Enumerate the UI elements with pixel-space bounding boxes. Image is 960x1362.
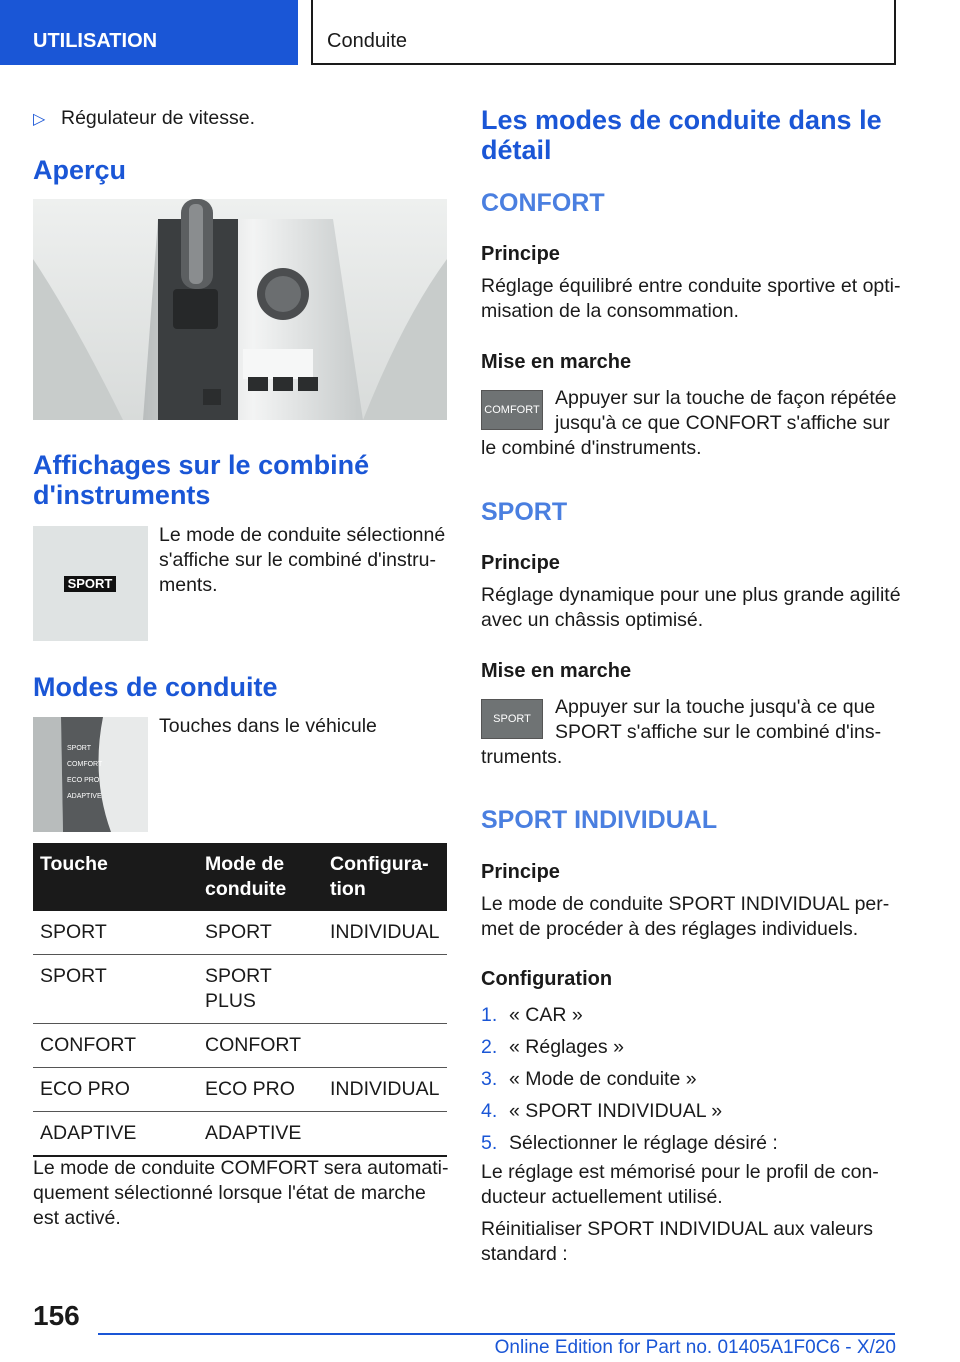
footer-divider xyxy=(98,1333,895,1335)
sport-principle-line: Réglage dynamique pour une plus grande agilité xyxy=(481,584,901,606)
sport-activation-line: truments. xyxy=(481,746,563,768)
display-text-line: Le mode de conduite sélectionné xyxy=(159,524,446,546)
config-steps xyxy=(481,999,901,1159)
sport-principle-label: Principe xyxy=(481,552,560,574)
table-cell: SPORT xyxy=(33,955,198,1024)
chapter-tab: Conduite xyxy=(311,0,896,65)
display-text-line: ments. xyxy=(159,574,218,596)
sport-heading: SPORT xyxy=(481,498,568,526)
page-number: 156 xyxy=(33,1300,80,1331)
table-cell: ECO PRO xyxy=(33,1068,198,1112)
header-line: Configura- xyxy=(330,853,429,875)
saved-line: Le réglage est mémorisé pour le profil de con- xyxy=(481,1161,879,1183)
section-tab: UTILISATION xyxy=(0,0,298,65)
detail-heading-line: détail xyxy=(481,135,552,165)
saved-line: ducteur actuellement utilisé. xyxy=(481,1186,723,1208)
confort-activation-line: le combiné d'instruments. xyxy=(481,437,702,459)
list-item xyxy=(481,999,901,1031)
bullet-item xyxy=(33,106,447,132)
modes-table xyxy=(33,843,447,1157)
list-item xyxy=(481,1127,901,1159)
confort-activation-line: Appuyer sur la touche de façon répétée xyxy=(555,387,897,409)
display-description xyxy=(159,523,449,598)
sport-display-image xyxy=(33,526,148,641)
table-cell: ADAPTIVE xyxy=(33,1112,198,1157)
step-text: « CAR » xyxy=(509,1004,583,1026)
mode-button-label: COMFORT xyxy=(67,761,103,768)
bullet-marker: ▷ xyxy=(33,111,46,128)
note-line: quement sélectionné lorsque l'état de marche xyxy=(33,1182,426,1204)
table-cell: INDIVIDUAL xyxy=(323,1068,447,1112)
table-cell: ADAPTIVE xyxy=(198,1112,323,1157)
individual-principle-line: Le mode de conduite SPORT INDIVIDUAL per- xyxy=(481,893,890,915)
table-cell: CONFORT xyxy=(198,1024,323,1068)
reset-line: standard : xyxy=(481,1243,568,1265)
sport-activation-line: Appuyer sur la touche jusqu'à ce que xyxy=(555,696,876,718)
individual-principle-text xyxy=(481,892,901,942)
individual-heading: SPORT INDIVIDUAL xyxy=(481,806,718,834)
cell-line: SPORT xyxy=(205,965,272,987)
table-cell: CONFORT xyxy=(33,1024,198,1068)
sport-activation-text xyxy=(555,695,900,745)
table-row xyxy=(33,1112,447,1157)
confort-activation-line: jusqu'à ce que CONFORT s'affiche sur xyxy=(555,412,890,434)
step-number: 4. xyxy=(481,1100,498,1122)
note-line: est activé. xyxy=(33,1207,121,1229)
confort-activation-text xyxy=(555,386,900,436)
sport-principle-text xyxy=(481,583,901,633)
individual-principle-label: Principe xyxy=(481,861,560,883)
gear-selector-illustration xyxy=(33,199,447,420)
mode-button-list xyxy=(67,741,102,805)
list-item xyxy=(481,1095,901,1127)
step-number: 1. xyxy=(481,1004,498,1026)
reset-line: Réinitialiser SPORT INDIVIDUAL aux valeurs xyxy=(481,1218,873,1240)
confort-heading: CONFORT xyxy=(481,189,605,217)
reset-note xyxy=(481,1217,901,1267)
list-item xyxy=(481,1031,901,1063)
individual-principle-line: met de procéder à des réglages individuels. xyxy=(481,918,859,940)
step-text: « Réglages » xyxy=(509,1036,624,1058)
list-item xyxy=(481,1063,901,1095)
note-line: Le mode de conduite COMFORT sera automati- xyxy=(33,1157,449,1179)
display-heading-line: d'instruments xyxy=(33,480,211,510)
table-header-cell xyxy=(198,843,323,911)
sport-display-label: SPORT xyxy=(64,576,116,592)
confort-activation-label: Mise en marche xyxy=(481,351,632,373)
sport-principle-line: avec un châssis optimisé. xyxy=(481,609,704,631)
gear-selector-photo xyxy=(33,199,447,420)
table-cell xyxy=(198,955,323,1024)
table-cell: ECO PRO xyxy=(198,1068,323,1112)
overview-heading: Aperçu xyxy=(33,155,127,185)
header-line: tion xyxy=(330,878,366,900)
table-header-cell xyxy=(323,843,447,911)
display-heading-line: Affichages sur le combiné xyxy=(33,450,370,480)
step-number: 3. xyxy=(481,1068,498,1090)
step-text: Sélectionner le réglage désiré : xyxy=(509,1132,778,1154)
table-cell xyxy=(323,955,447,1024)
modes-text: Touches dans le véhicule xyxy=(159,715,377,737)
bullet-text: Régulateur de vitesse. xyxy=(61,107,256,129)
table-cell xyxy=(323,1112,447,1157)
step-number: 2. xyxy=(481,1036,498,1058)
confort-principle-line: misation de la consommation. xyxy=(481,300,739,322)
table-row xyxy=(33,911,447,955)
config-label: Configuration xyxy=(481,968,613,990)
table-row xyxy=(33,955,447,1024)
confort-button-image: COMFORT xyxy=(481,390,543,430)
step-text: « Mode de conduite » xyxy=(509,1068,697,1090)
table-cell: INDIVIDUAL xyxy=(323,911,447,955)
mode-button-label: ECO PRO xyxy=(67,777,100,784)
mode-button-label: ADAPTIVE xyxy=(67,793,102,800)
step-text: « SPORT INDIVIDUAL » xyxy=(509,1100,723,1122)
table-row xyxy=(33,1068,447,1112)
table-cell: SPORT xyxy=(198,911,323,955)
mode-button-label: SPORT xyxy=(67,745,91,752)
confort-principle-text xyxy=(481,274,901,324)
display-text-line: s'affiche sur le combiné d'instru- xyxy=(159,549,436,571)
table-cell xyxy=(323,1024,447,1068)
confort-principle-line: Réglage équilibré entre conduite sportive et opti- xyxy=(481,275,901,297)
sport-button-image: SPORT xyxy=(481,699,543,739)
table-row xyxy=(33,1024,447,1068)
mode-buttons-photo xyxy=(33,717,148,832)
table-header-cell xyxy=(33,843,198,911)
comfort-note xyxy=(33,1156,453,1231)
edition-text: Online Edition for Part no. 01405A1F0C6 - X/20 xyxy=(494,1337,896,1358)
modes-heading: Modes de conduite xyxy=(33,672,278,702)
sport-activation-label: Mise en marche xyxy=(481,660,632,682)
sport-activation-line: SPORT s'affiche sur le combiné d'ins- xyxy=(555,721,882,743)
step-number: 5. xyxy=(481,1132,498,1154)
detail-heading-line: Les modes de conduite dans le xyxy=(481,105,882,135)
header-line: Touche xyxy=(40,853,108,875)
confort-principle-label: Principe xyxy=(481,243,560,265)
saved-note xyxy=(481,1160,901,1210)
detail-heading xyxy=(481,105,895,165)
header-line: Mode de xyxy=(205,853,285,875)
table-cell: SPORT xyxy=(33,911,198,955)
display-heading xyxy=(33,450,447,510)
table-header-row xyxy=(33,843,447,911)
cell-line: PLUS xyxy=(205,990,256,1012)
header-line: conduite xyxy=(205,878,287,900)
